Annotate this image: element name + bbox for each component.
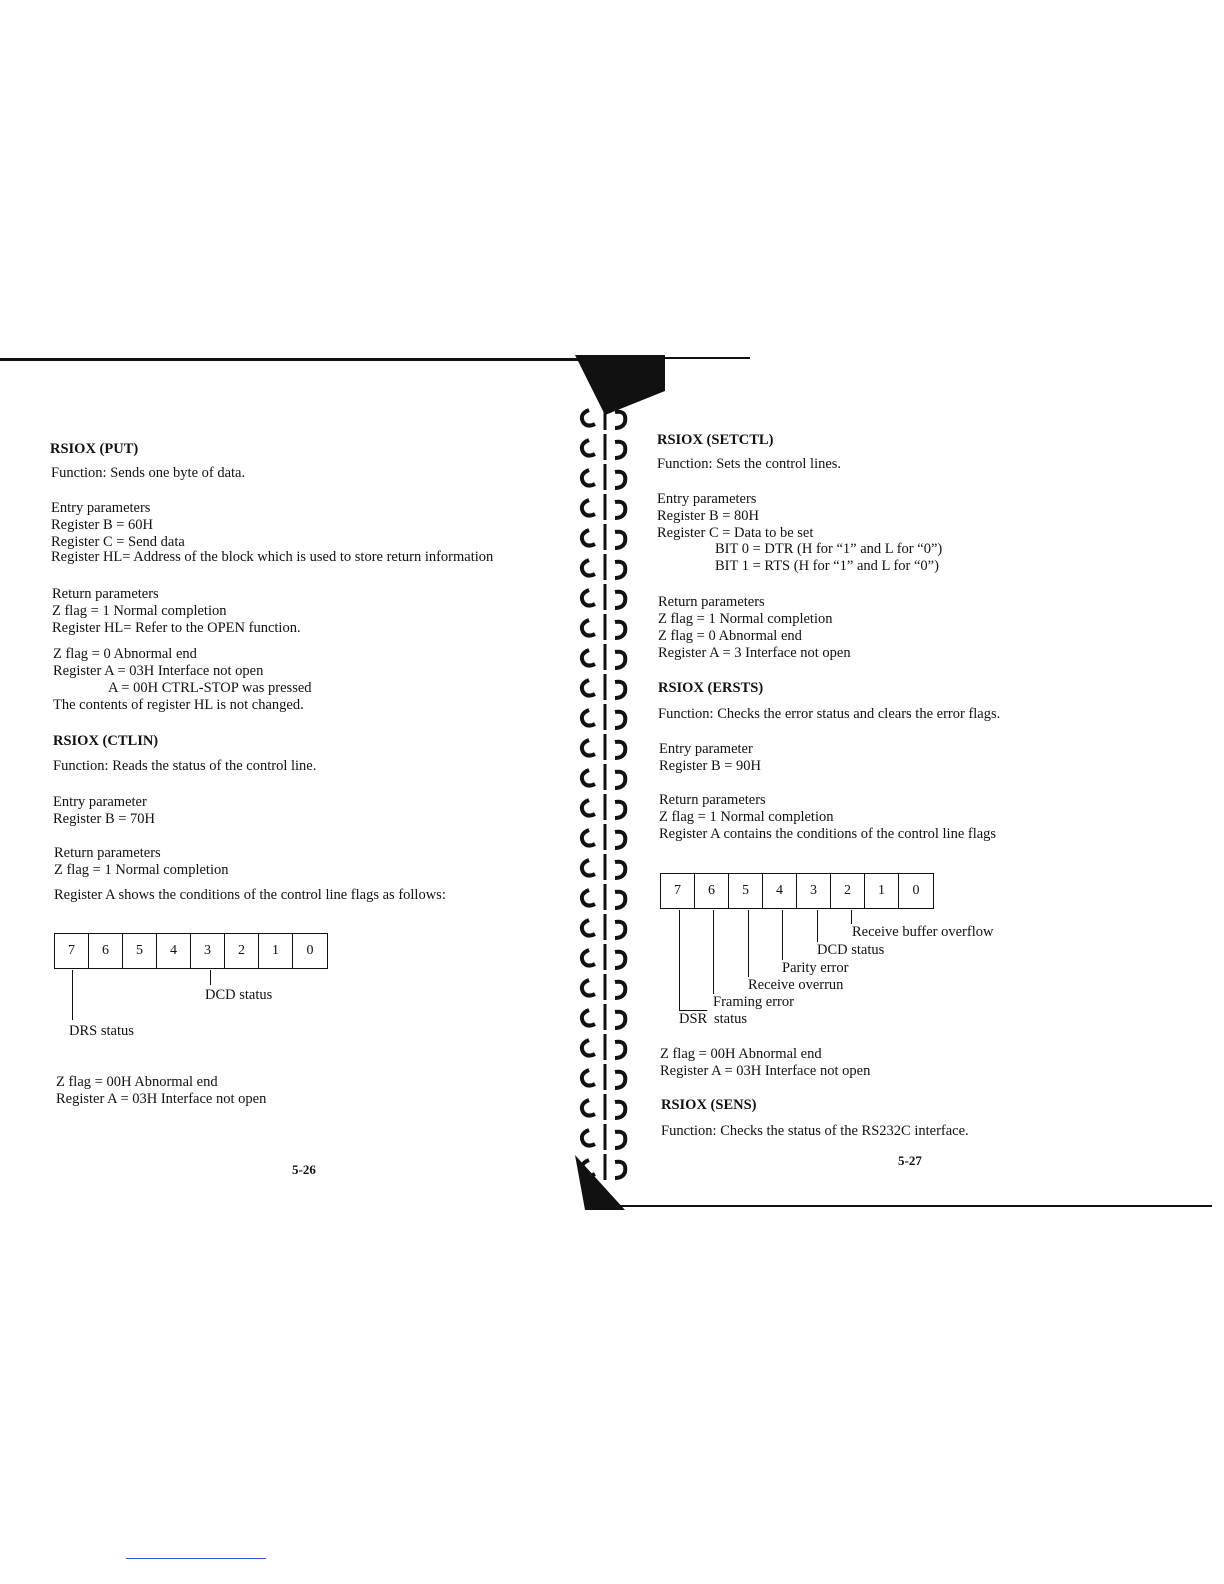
bit-cell: 1 xyxy=(259,934,293,968)
setctl-return-title: Return parameters xyxy=(658,594,765,610)
put-abnormal-line: Register A = 03H Interface not open xyxy=(53,663,264,679)
spiral-rings-svg xyxy=(575,400,635,1200)
setctl-function: Function: Sets the control lines. xyxy=(657,456,842,472)
framing-error-label: Framing error xyxy=(713,994,794,1010)
put-function: Function: Sends one byte of data. xyxy=(51,465,246,481)
bit7-leader xyxy=(72,970,73,1020)
spiral-ring xyxy=(582,734,625,760)
put-abnormal-line: A = 00H CTRL-STOP was pressed xyxy=(108,680,312,696)
bit2-leader xyxy=(851,910,852,924)
setctl-return-line: Z flag = 1 Normal completion xyxy=(658,611,833,627)
ctlin-function: Function: Reads the status of the control line. xyxy=(53,758,317,774)
bit-cell: 0 xyxy=(306,943,314,958)
ctlin-abnormal-line: Z flag = 00H Abnormal end xyxy=(56,1074,218,1090)
ersts-return-line: Register A contains the conditions of the control line flags xyxy=(659,826,997,842)
ersts-abnormal-line: Z flag = 00H Abnormal end xyxy=(660,1046,822,1062)
put-entry-line: Register HL= Address of the block which is used to store return information xyxy=(51,549,494,565)
ersts-bit-register xyxy=(660,873,934,909)
ersts-heading: RSIOX (ERSTS) xyxy=(658,680,764,696)
spiral-ring xyxy=(582,614,625,640)
spiral-ring xyxy=(582,674,625,700)
spiral-ring xyxy=(582,554,625,580)
bit-cell: 7 xyxy=(661,874,695,908)
ctlin-note: Register A shows the conditions of the control line flags as follows: xyxy=(54,887,446,903)
dcd-status-label: DCD status xyxy=(205,987,273,1003)
dsr-status-label: status xyxy=(714,1011,748,1027)
receive-buffer-overflow-label: Receive buffer overflow xyxy=(852,924,994,940)
bit-cell: 4 xyxy=(763,874,797,908)
spiral-ring xyxy=(582,644,625,670)
put-entry-line: Register C = Send data xyxy=(51,534,185,550)
setctl-entry-line: Register C = Data to be set xyxy=(657,525,814,541)
setctl-return-line: Register A = 3 Interface not open xyxy=(658,645,851,661)
ersts-entry: Register B = 90H xyxy=(659,758,762,774)
blue-underline-mark xyxy=(126,1558,266,1559)
dcd-status-label: DCD status xyxy=(817,942,885,958)
sens-heading: RSIOX (SENS) xyxy=(661,1097,757,1113)
bit-cell: 5 xyxy=(123,934,157,968)
ctlin-heading: RSIOX (CTLIN) xyxy=(53,733,159,749)
bit7-leader xyxy=(679,910,680,1010)
ctlin-bit-register xyxy=(54,933,328,969)
receive-overrun-label: Receive overrun xyxy=(748,977,844,993)
bottom-rule-right xyxy=(600,1205,1212,1207)
spiral-ring xyxy=(582,1034,625,1060)
bit-cell: 2 xyxy=(225,934,259,968)
ctlin-return-title: Return parameters xyxy=(54,845,161,861)
bit-cell: 2 xyxy=(831,874,865,908)
spiral-ring xyxy=(582,884,625,910)
put-entry-title: Entry parameters xyxy=(51,500,151,516)
top-rule-left xyxy=(0,358,600,361)
spiral-ring xyxy=(582,584,625,610)
bit5-leader xyxy=(748,910,749,977)
spiral-ring xyxy=(582,464,625,490)
drs-status-label: DRS status xyxy=(69,1023,134,1039)
spiral-rings xyxy=(575,400,635,1200)
put-return-title: Return parameters xyxy=(52,586,159,602)
bit-cell: 5 xyxy=(729,874,763,908)
put-abnormal-line: The contents of register HL is not changed. xyxy=(53,697,304,713)
setctl-entry-line: BIT 1 = RTS (H for “1” and L for “0”) xyxy=(715,558,939,574)
spiral-ring xyxy=(582,1004,625,1030)
spiral-ring xyxy=(582,404,625,430)
spiral-ring xyxy=(582,1094,625,1120)
spiral-ring xyxy=(582,524,625,550)
bit-cell: 4 xyxy=(157,934,191,968)
bit3-leader xyxy=(210,970,211,985)
sens-function: Function: Checks the status of the RS232C interface. xyxy=(661,1123,969,1139)
setctl-entry-title: Entry parameters xyxy=(657,491,757,507)
spiral-ring xyxy=(582,854,625,880)
spiral-ring xyxy=(582,704,625,730)
setctl-heading: RSIOX (SETCTL) xyxy=(657,432,774,448)
bit-cell: 3 xyxy=(191,934,225,968)
spiral-ring xyxy=(582,824,625,850)
bit-cell: 7 xyxy=(55,934,89,968)
put-return-line: Z flag = 1 Normal completion xyxy=(52,603,227,619)
setctl-entry-line: BIT 0 = DTR (H for “1” and L for “0”) xyxy=(715,541,943,557)
bit-cell: 1 xyxy=(865,874,899,908)
bit4-leader xyxy=(782,910,783,960)
spiral-ring xyxy=(582,1064,625,1090)
put-entry-line: Register B = 60H xyxy=(51,517,154,533)
spiral-ring xyxy=(582,434,625,460)
setctl-entry-line: Register B = 80H xyxy=(657,508,760,524)
ersts-entry-title: Entry parameter xyxy=(659,741,753,757)
parity-error-label: Parity error xyxy=(782,960,849,976)
ctlin-return: Z flag = 1 Normal completion xyxy=(54,862,229,878)
bit-cell: 0 xyxy=(912,883,920,898)
spiral-ring xyxy=(582,1154,625,1180)
spiral-ring xyxy=(582,1124,625,1150)
page-number-left: 5-26 xyxy=(292,1162,316,1177)
bit-cell: 3 xyxy=(797,874,831,908)
ersts-return-line: Z flag = 1 Normal completion xyxy=(659,809,834,825)
put-return-line: Register HL= Refer to the OPEN function. xyxy=(52,620,301,636)
bit6-leader xyxy=(713,910,714,994)
spiral-ring xyxy=(582,914,625,940)
ctlin-entry-title: Entry parameter xyxy=(53,794,147,810)
ersts-return-title: Return parameters xyxy=(659,792,766,808)
put-heading: RSIOX (PUT) xyxy=(50,441,139,457)
spiral-ring xyxy=(582,974,625,1000)
ctlin-entry: Register B = 70H xyxy=(53,811,156,827)
spiral-ring xyxy=(582,494,625,520)
page-number-right: 5-27 xyxy=(898,1153,922,1168)
bit3-leader xyxy=(817,910,818,942)
spiral-ring xyxy=(582,794,625,820)
bit-cell: 6 xyxy=(695,874,729,908)
spiral-ring xyxy=(582,764,625,790)
spiral-ring xyxy=(582,944,625,970)
dsr-label: $\overline{DSR}$ xyxy=(679,1011,708,1027)
ctlin-abnormal-line: Register A = 03H Interface not open xyxy=(56,1091,267,1107)
put-abnormal-line: Z flag = 0 Abnormal end xyxy=(53,646,197,662)
setctl-return-line: Z flag = 0 Abnormal end xyxy=(658,628,802,644)
ersts-function: Function: Checks the error status and clears the error flags. xyxy=(658,706,1001,722)
bit-cell: 6 xyxy=(89,934,123,968)
ersts-abnormal-line: Register A = 03H Interface not open xyxy=(660,1063,871,1079)
